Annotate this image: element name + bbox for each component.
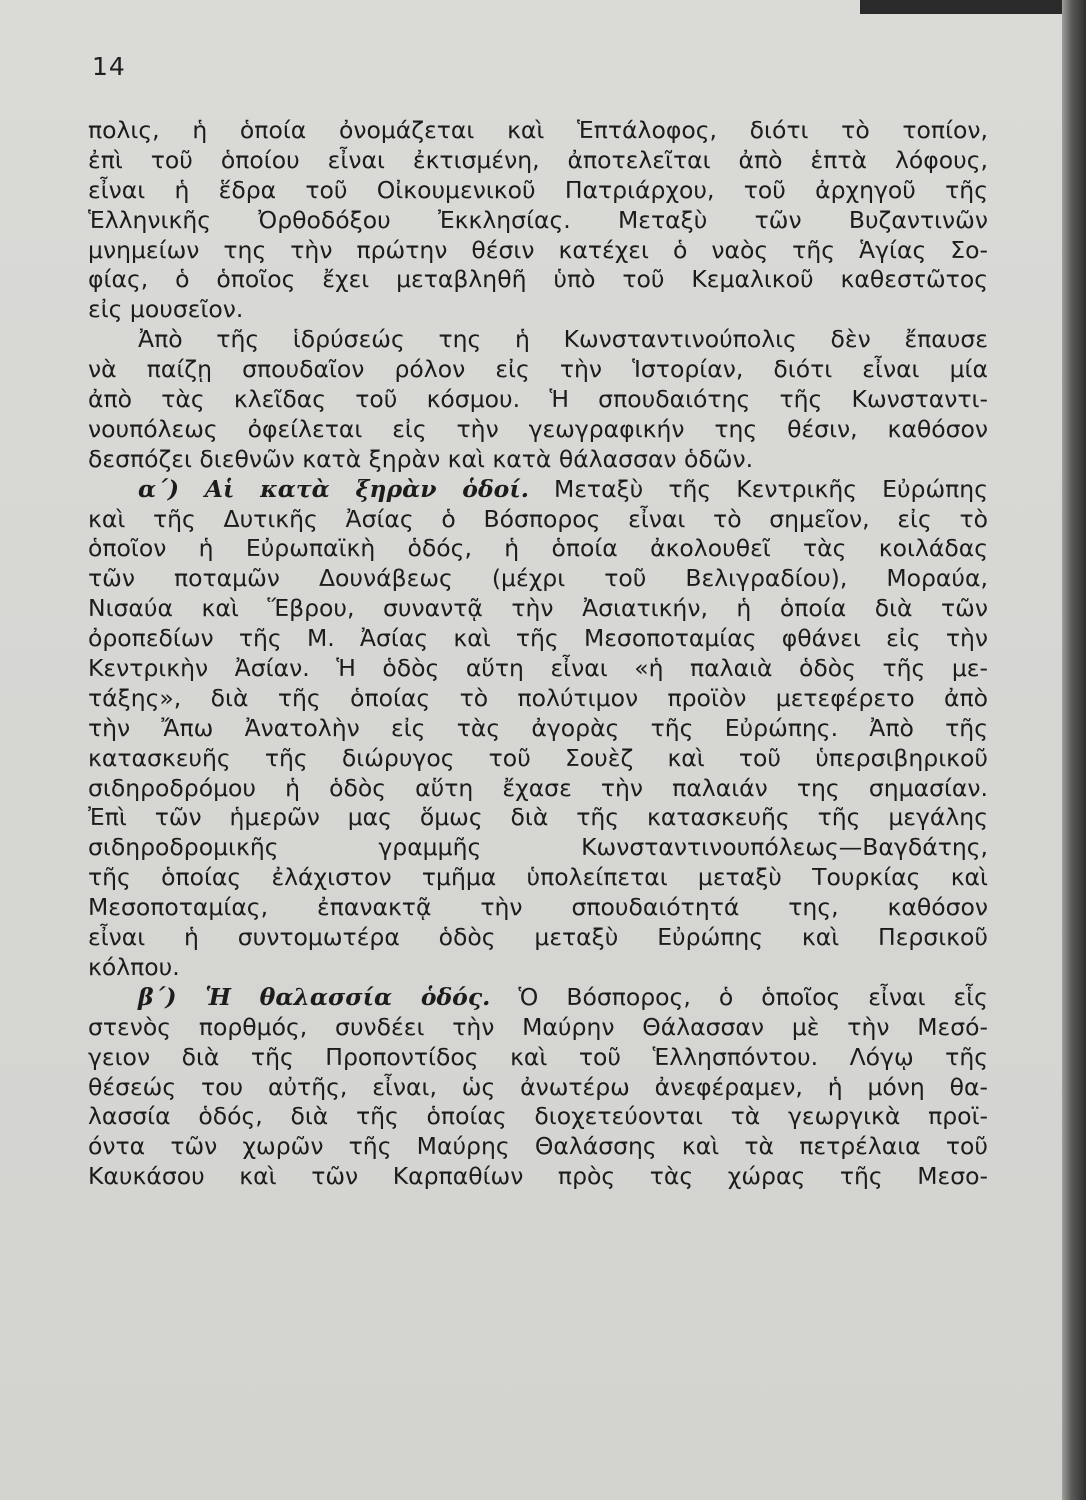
text-line: [88, 236, 988, 266]
line-text: Ὁ Βόσπορος, ὁ ὁποῖος εἶναι εἷς: [518, 982, 988, 1011]
line-text: τάξης», διὰ τῆς ὁποίας τὸ πολύτιμον προϊὸν μετεφέρετο ἀπὸ: [88, 683, 988, 712]
text-line: [88, 445, 988, 475]
text-line: [88, 295, 988, 325]
text-line: [88, 983, 988, 1013]
line-text: ὁποῖον ἡ Εὐρωπαϊκὴ ὁδός, ἡ ὁποία ἀκολουθεῖ τὰς κοιλάδας: [88, 534, 988, 563]
line-text: στενὸς πορθμός, συνδέει τὴν Μαύρην Θάλασσαν μὲ τὴν Μεσό-: [88, 1012, 988, 1041]
text-line: [88, 385, 988, 415]
text-line: [88, 146, 988, 176]
text-line: [88, 1043, 988, 1073]
text-line: [88, 564, 988, 594]
line-text: κόλπου.: [88, 952, 180, 981]
text-line: [88, 534, 988, 564]
text-line: [88, 1132, 988, 1162]
text-line: [88, 1013, 988, 1043]
line-text: Μεταξὺ τῆς Κεντρικῆς Εὐρώπης: [553, 474, 988, 503]
line-text: εἰς μουσεῖον.: [88, 295, 244, 324]
line-text: νουπόλεως ὀφείλεται εἰς τὴν γεωγραφικήν της θέσιν, καθόσον: [88, 414, 988, 443]
text-line: [88, 176, 988, 206]
text-line: [88, 475, 988, 505]
text-line: [88, 684, 988, 714]
section-heading: β΄) Ἡ θαλασσία ὁδός.: [138, 982, 491, 1011]
line-text: μνημείων της τὴν πρώτην θέσιν κατέχει ὁ ναὸς τῆς Ἁγίας Σο-: [88, 235, 988, 264]
line-text: εἶναι ἡ συντομωτέρα ὁδὸς μεταξὺ Εὐρώπης καὶ Περσικοῦ: [88, 923, 988, 952]
line-text: όντα τῶν χωρῶν τῆς Μαύρης Θαλάσσης καὶ τὰ πετρέλαια τοῦ: [88, 1132, 988, 1161]
text-line: [88, 893, 988, 923]
line-text: ἐπὶ τοῦ ὁποίου εἶναι ἐκτισμένη, ἀποτελεῖται ἀπὸ ἑπτὰ λόφους,: [88, 145, 988, 174]
line-text: σιδηροδρόμου ἡ ὁδὸς αὕτη ἔχασε τὴν παλαιάν της σημασίαν.: [88, 773, 988, 802]
scan-top-edge: [860, 0, 1086, 14]
line-text: τῆς ὁποίας ἐλάχιστον τμῆμα ὑπολείπεται μεταξὺ Τουρκίας καὶ: [88, 863, 988, 892]
text-line: [88, 744, 988, 774]
text-line: [88, 833, 988, 863]
line-text: κατασκευῆς τῆς διώρυγος τοῦ Σουὲζ καὶ τοῦ ὑπερσιβηρικοῦ: [88, 743, 988, 772]
line-text: φίας, ὁ ὁποῖος ἔχει μεταβληθῆ ὑπὸ τοῦ Κεμαλικοῦ καθεστῶτος: [88, 265, 988, 294]
text-line: [88, 355, 988, 385]
line-text: Μεσοποταμίας, ἐπανακτᾷ τὴν σπουδαιότητά της, καθόσον: [88, 893, 988, 922]
line-text: νὰ παίζῃ σπουδαῖον ρόλον εἰς τὴν Ἱστορίαν, διότι εἶναι μία: [88, 355, 988, 384]
line-text: Κεντρικὴν Ἀσίαν. Ἡ ὁδὸς αὕτη εἶναι «ἡ παλαιὰ ὁδὸς τῆς με-: [88, 654, 988, 683]
text-line: [88, 624, 988, 654]
line-text: πολις, ἡ ὁποία ὀνομάζεται καὶ Ἑπτάλοφος, διότι τὸ τοπίον,: [88, 116, 988, 144]
line-text: τὴν Ἄπω Ἀνατολὴν εἰς τὰς ἀγορὰς τῆς Εὐρώπης. Ἀπὸ τῆς: [88, 713, 988, 742]
scan-binding-edge: [1062, 0, 1086, 1500]
page-body-text: [88, 116, 988, 1192]
line-text: θέσεώς του αὐτῆς, εἶναι, ὡς ἀνωτέρω ἀνεφέραμεν, ἡ μόνη θα-: [88, 1072, 988, 1101]
line-text: ἀπὸ τὰς κλεῖδας τοῦ κόσμου. Ἡ σπουδαιότης τῆς Κωνσταντι-: [88, 385, 988, 414]
text-line: [88, 1102, 988, 1132]
line-text: γειον διὰ τῆς Προποντίδος καὶ τοῦ Ἑλλησπόντου. Λόγῳ τῆς: [88, 1042, 988, 1071]
text-line: [88, 325, 988, 355]
text-line: [88, 505, 988, 535]
line-text: τῶν ποταμῶν Δουνάβεως (μέχρι τοῦ Βελιγραδίου), Μοραύα,: [88, 564, 988, 593]
line-text: εἶναι ἡ ἕδρα τοῦ Οἰκουμενικοῦ Πατριάρχου, τοῦ ἀρχηγοῦ τῆς: [88, 175, 988, 204]
line-text: Ἀπὸ τῆς ἱδρύσεώς της ἡ Κωνσταντινούπολις δὲν ἔπαυσε: [138, 325, 988, 354]
text-line: [88, 1073, 988, 1103]
text-line: [88, 953, 988, 983]
text-line: [88, 206, 988, 236]
text-line: [88, 803, 988, 833]
line-text: λασσία ὁδός, διὰ τῆς ὁποίας διοχετεύονται τὰ γεωργικὰ προϊ-: [88, 1102, 988, 1131]
text-line: [88, 654, 988, 684]
text-line: [88, 116, 988, 146]
line-text: Ἑλληνικῆς Ὀρθοδόξου Ἐκκλησίας. Μεταξὺ τῶν Βυζαντινῶν: [88, 205, 988, 234]
line-text: σιδηροδρομικῆς γραμμῆς Κωνσταντινουπόλεως—Βαγδάτης,: [88, 833, 988, 862]
text-line: [88, 415, 988, 445]
line-text: Καυκάσου καὶ τῶν Καρπαθίων πρὸς τὰς χώρας τῆς Μεσο-: [88, 1162, 988, 1191]
page-number: 14: [92, 52, 126, 81]
text-line: [88, 594, 988, 624]
line-text: Ἐπὶ τῶν ἡμερῶν μας ὅμως διὰ τῆς κατασκευῆς τῆς μεγάλης: [88, 803, 988, 832]
text-line: [88, 774, 988, 804]
text-line: [88, 1162, 988, 1192]
line-text: καὶ τῆς Δυτικῆς Ἀσίας ὁ Βόσπορος εἶναι τὸ σημεῖον, εἰς τὸ: [88, 504, 988, 533]
line-text: δεσπόζει διεθνῶν κατὰ ξηρὰν καὶ κατὰ θάλασσαν ὁδῶν.: [88, 444, 754, 473]
line-text: ὀροπεδίων τῆς Μ. Ἀσίας καὶ τῆς Μεσοποταμίας φθάνει εἰς τὴν: [88, 624, 988, 653]
section-heading: α΄) Αἱ κατὰ ξηρὰν ὁδοί.: [138, 474, 529, 503]
text-line: [88, 923, 988, 953]
text-line: [88, 863, 988, 893]
line-text: Νισαύα καὶ Ἕβρου, συναντᾷ τὴν Ἀσιατικήν, ἡ ὁποία διὰ τῶν: [88, 594, 988, 623]
text-line: [88, 714, 988, 744]
text-line: [88, 265, 988, 295]
